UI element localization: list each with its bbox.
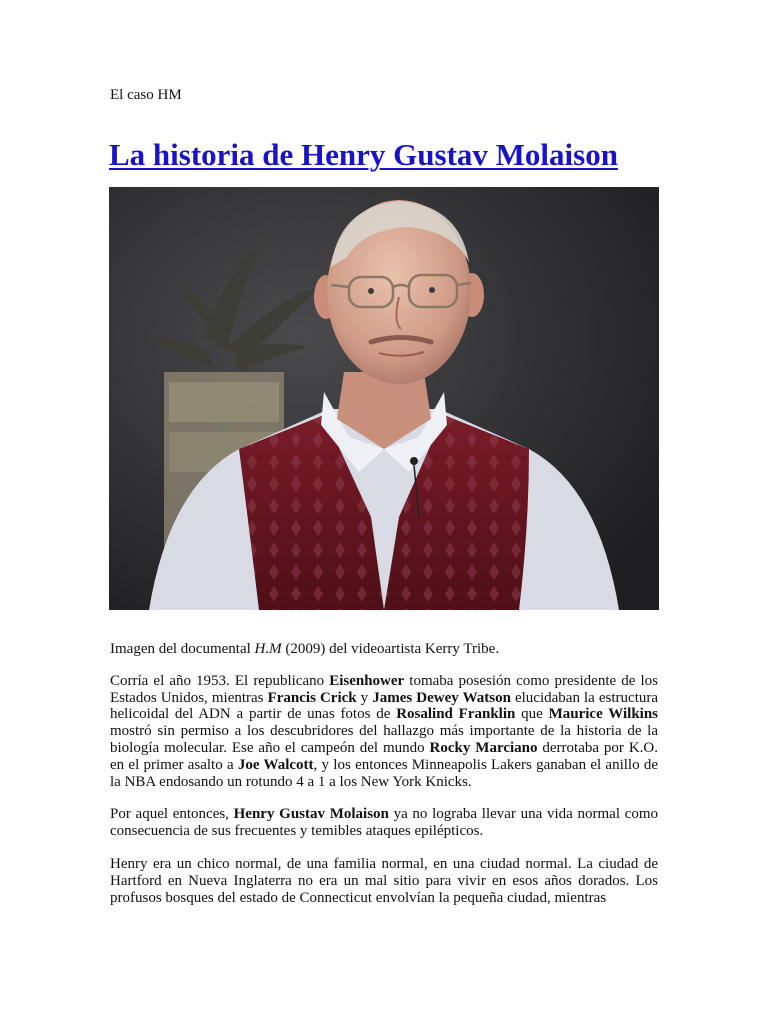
- bold-name: Rosalind Franklin: [396, 706, 516, 723]
- bold-name: Henry Gustav Molaison: [233, 806, 389, 823]
- bold-name: Francis Crick: [267, 689, 357, 706]
- section-label: El caso HM: [110, 87, 182, 103]
- title-link[interactable]: La historia de Henry Gustav Molaison: [109, 137, 618, 172]
- bold-name: James Dewey Watson: [372, 689, 511, 706]
- bold-name: Rocky Marciano: [429, 739, 538, 756]
- bold-name: Maurice Wilkins: [548, 706, 659, 723]
- photo-caption: Imagen del documental H.M (2009) del videoartista Kerry Tribe.: [110, 641, 500, 657]
- paragraph-3: Henry era un chico normal, de una familia normal, en una ciudad normal. La ciudad de Hartford en Nueva Inglaterra no era un mal sitio para vivir en esos años dorados. Los profusos bosques del estado de Connecticut envolvían la pequeña ciudad, mientras: [110, 855, 658, 906]
- page-title: [109, 136, 618, 174]
- paragraph-2: Por aquel entonces, Henry Gustav Molaison ya no lograba llevar una vida normal como consecuencia de sus frecuentes y temibles ataques epilépticos.: [110, 806, 659, 840]
- lapel-mic: [410, 457, 418, 465]
- documentary-title: H.M: [254, 641, 282, 657]
- paragraph-1: Corría el año 1953. El republicano Eisenhower tomaba posesión como presidente de los Estados Unidos, mientras Francis Crick y James Dewey Watson elucidaban la estructura helicoidal del ADN a partir de unas fotos de Rosalind Franklin que Maurice Wilkins mostró sin permiso a los descubridores del hallazgo más importante de la historia de la biología molecular. Ese año el campeón del mundo Rocky Marciano derrotaba por K.O. en el primer asalto a Joe Walcott, y los entonces Minneapolis Lakers ganaban el anillo de la NBA endosando un rotundo 4 a 1 a los New York Knicks.: [110, 672, 659, 790]
- bold-name: Eisenhower: [329, 672, 405, 689]
- portrait-photo: [109, 187, 659, 610]
- portrait-illustration: [109, 187, 659, 610]
- article-body: [110, 641, 658, 922]
- bold-name: Joe Walcott: [237, 756, 314, 773]
